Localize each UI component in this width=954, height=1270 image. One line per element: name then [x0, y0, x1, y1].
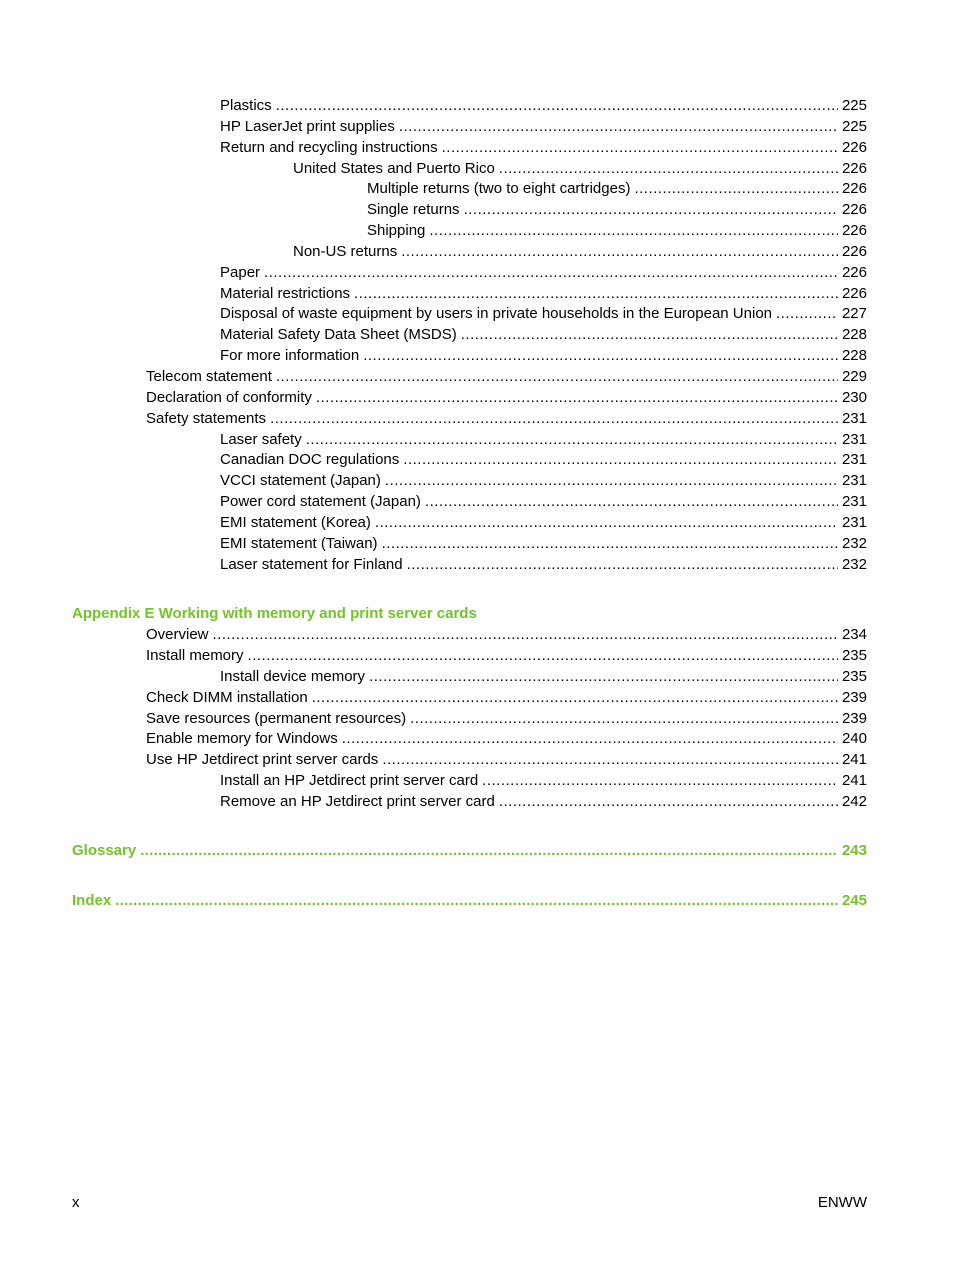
toc-entry-page: 231 [841, 493, 867, 511]
toc-entry-title: Plastics [220, 97, 272, 114]
toc-entry[interactable] [0, 450, 954, 471]
toc-entry-page: 226 [841, 222, 867, 240]
toc-entry[interactable] [0, 242, 954, 263]
toc-entry[interactable] [0, 492, 954, 513]
toc-entry-title: HP LaserJet print supplies [220, 117, 395, 135]
dot-leader [213, 625, 838, 646]
toc-entry[interactable] [0, 534, 954, 555]
appendix-e-heading[interactable]: Appendix E Working with memory and print server cards [72, 605, 477, 623]
toc-entry-title: Enable memory for Windows [146, 730, 338, 748]
toc-entry-page: 228 [841, 326, 867, 344]
toc-entry-title: EMI statement (Taiwan) [220, 534, 378, 552]
dot-leader [399, 117, 838, 138]
toc-entry[interactable] [0, 646, 954, 667]
toc-entry-page: 226 [841, 159, 867, 177]
dot-leader [482, 771, 838, 792]
toc-entry-title: Laser statement for Finland [220, 555, 403, 573]
toc-entry-page: 235 [841, 667, 867, 685]
toc-entry-page: 231 [841, 430, 867, 448]
dot-leader [499, 159, 838, 180]
dot-leader [382, 534, 838, 555]
toc-entry-title: Remove an HP Jetdirect print server card [220, 793, 495, 810]
toc-entry-page: 241 [841, 751, 867, 769]
page-number: x [72, 1194, 80, 1211]
toc-entry[interactable] [0, 179, 954, 200]
toc-entry-page: 226 [841, 138, 867, 156]
toc-entry[interactable] [0, 388, 954, 409]
toc-entry-page: 225 [841, 97, 867, 114]
toc-entry[interactable] [0, 200, 954, 221]
dot-leader [369, 667, 838, 688]
toc-entry-title: EMI statement (Korea) [220, 513, 371, 531]
toc-entry[interactable] [0, 430, 954, 451]
toc-entry[interactable] [0, 513, 954, 534]
dot-leader [442, 138, 838, 159]
toc-entry-page: 226 [841, 201, 867, 219]
toc-entry-page: 231 [841, 451, 867, 469]
dot-leader [115, 891, 838, 912]
dot-leader [464, 200, 838, 221]
toc-entry-title: Safety statements [146, 409, 267, 427]
toc-entry-title: Check DIMM installation [146, 688, 308, 706]
dot-leader [461, 325, 838, 346]
dot-leader [270, 409, 838, 430]
toc-entry-title: Laser safety [220, 430, 302, 448]
index-entry[interactable] [0, 891, 954, 912]
toc-entry[interactable] [0, 555, 954, 576]
dot-leader [385, 471, 838, 492]
toc-entry-title: Paper [220, 263, 261, 281]
toc-entry-title: Multiple returns (two to eight cartridges) [367, 180, 631, 198]
toc-entry[interactable] [0, 284, 954, 305]
dot-leader [382, 750, 838, 771]
toc-entry-title: Power cord statement (Japan) [220, 493, 421, 511]
dot-leader [306, 430, 838, 451]
toc-entry-title: Save resources (permanent resources) [146, 709, 407, 727]
toc-entry[interactable] [0, 138, 954, 159]
dot-leader [363, 346, 838, 367]
toc-entry[interactable] [0, 159, 954, 180]
dot-leader [425, 492, 838, 513]
toc-entry-page: 235 [841, 647, 867, 665]
toc-entry-title: Use HP Jetdirect print server cards [146, 751, 379, 769]
toc-entry[interactable] [0, 792, 954, 813]
toc-entry-title: Canadian DOC regulations [220, 451, 400, 469]
toc-entry-page: 226 [841, 284, 867, 302]
toc-entry-page: 239 [841, 688, 867, 706]
toc-entry[interactable] [0, 750, 954, 771]
toc-section-continued [0, 96, 954, 575]
toc-entry-title: VCCI statement (Japan) [220, 472, 381, 490]
toc-entry-page: 231 [841, 513, 867, 531]
toc-entry[interactable] [0, 709, 954, 730]
toc-entry-title: Material restrictions [220, 284, 351, 302]
toc-entry[interactable] [0, 346, 954, 367]
toc-entry[interactable] [0, 304, 954, 325]
dot-leader [401, 242, 838, 263]
dot-leader [429, 221, 838, 242]
toc-entry-title: Non-US returns [293, 242, 398, 260]
toc-entry-page: 226 [841, 180, 867, 198]
toc-entry[interactable] [0, 409, 954, 430]
glossary-page: 243 [841, 841, 867, 859]
toc-entry-title: Install memory [146, 647, 244, 665]
toc-entry[interactable] [0, 367, 954, 388]
dot-leader [776, 304, 838, 325]
index-page: 245 [841, 891, 867, 909]
toc-entry[interactable] [0, 771, 954, 792]
dot-leader [407, 555, 838, 576]
toc-entry-page: 226 [841, 263, 867, 281]
toc-entry[interactable] [0, 221, 954, 242]
toc-entry[interactable] [0, 625, 954, 646]
toc-entry-page: 231 [841, 472, 867, 490]
dot-leader [264, 263, 838, 284]
toc-entry-title: Return and recycling instructions [220, 138, 438, 156]
toc-entry-title: Single returns [367, 201, 460, 219]
appendix-e-entries [0, 625, 954, 813]
dot-leader [316, 388, 838, 409]
toc-entry-page: 240 [841, 730, 867, 748]
index-title: Index [72, 891, 112, 909]
toc-entry-page: 226 [841, 242, 867, 260]
dot-leader [499, 792, 838, 813]
dot-leader [276, 367, 838, 388]
toc-entry-page: 232 [841, 534, 867, 552]
document-code: ENWW [817, 1194, 867, 1211]
toc-entry[interactable] [0, 471, 954, 492]
toc-entry[interactable] [0, 263, 954, 284]
toc-entry-page: 232 [841, 555, 867, 573]
toc-entry[interactable] [0, 96, 954, 117]
toc-entry[interactable] [0, 117, 954, 138]
dot-leader [140, 841, 838, 862]
dot-leader [342, 729, 838, 750]
toc-entry-page: 227 [841, 305, 867, 323]
toc-entry-page: 228 [841, 347, 867, 365]
glossary-entry[interactable] [0, 841, 954, 862]
toc-entry-title: Telecom statement [146, 367, 272, 385]
dot-leader [634, 179, 838, 200]
dot-leader [375, 513, 838, 534]
toc-entry-title: Declaration of conformity [146, 388, 312, 406]
toc-entry-page: 234 [841, 626, 867, 644]
toc-entry-title: United States and Puerto Rico [293, 159, 495, 177]
dot-leader [354, 284, 838, 305]
toc-entry-title: Shipping [367, 222, 426, 240]
toc-entry-page: 229 [841, 367, 867, 385]
toc-entry-page: 231 [841, 409, 867, 427]
toc-entry-title: Install an HP Jetdirect print server card [220, 772, 479, 790]
toc-entry[interactable] [0, 325, 954, 346]
toc-entry-page: 241 [841, 772, 867, 790]
glossary-title: Glossary [72, 841, 137, 859]
toc-entry[interactable] [0, 688, 954, 709]
toc-entry[interactable] [0, 667, 954, 688]
toc-entry-page: 239 [841, 709, 867, 727]
dot-leader [248, 646, 838, 667]
toc-entry-title: Disposal of waste equipment by users in private households in the European Union [220, 305, 772, 323]
toc-entry-title: For more information [220, 347, 360, 365]
toc-entry-page: 225 [841, 117, 867, 135]
dot-leader [410, 709, 838, 730]
toc-entry-page: 230 [841, 388, 867, 406]
dot-leader [312, 688, 838, 709]
table-of-contents [0, 96, 954, 912]
toc-entry[interactable] [0, 729, 954, 750]
dot-leader [403, 450, 838, 471]
toc-entry-title: Overview [146, 626, 209, 644]
toc-entry-page: 242 [841, 793, 867, 810]
toc-entry-title: Install device memory [220, 667, 366, 685]
page-footer [72, 1193, 867, 1213]
toc-entry-title: Material Safety Data Sheet (MSDS) [220, 326, 457, 344]
dot-leader [276, 96, 838, 117]
